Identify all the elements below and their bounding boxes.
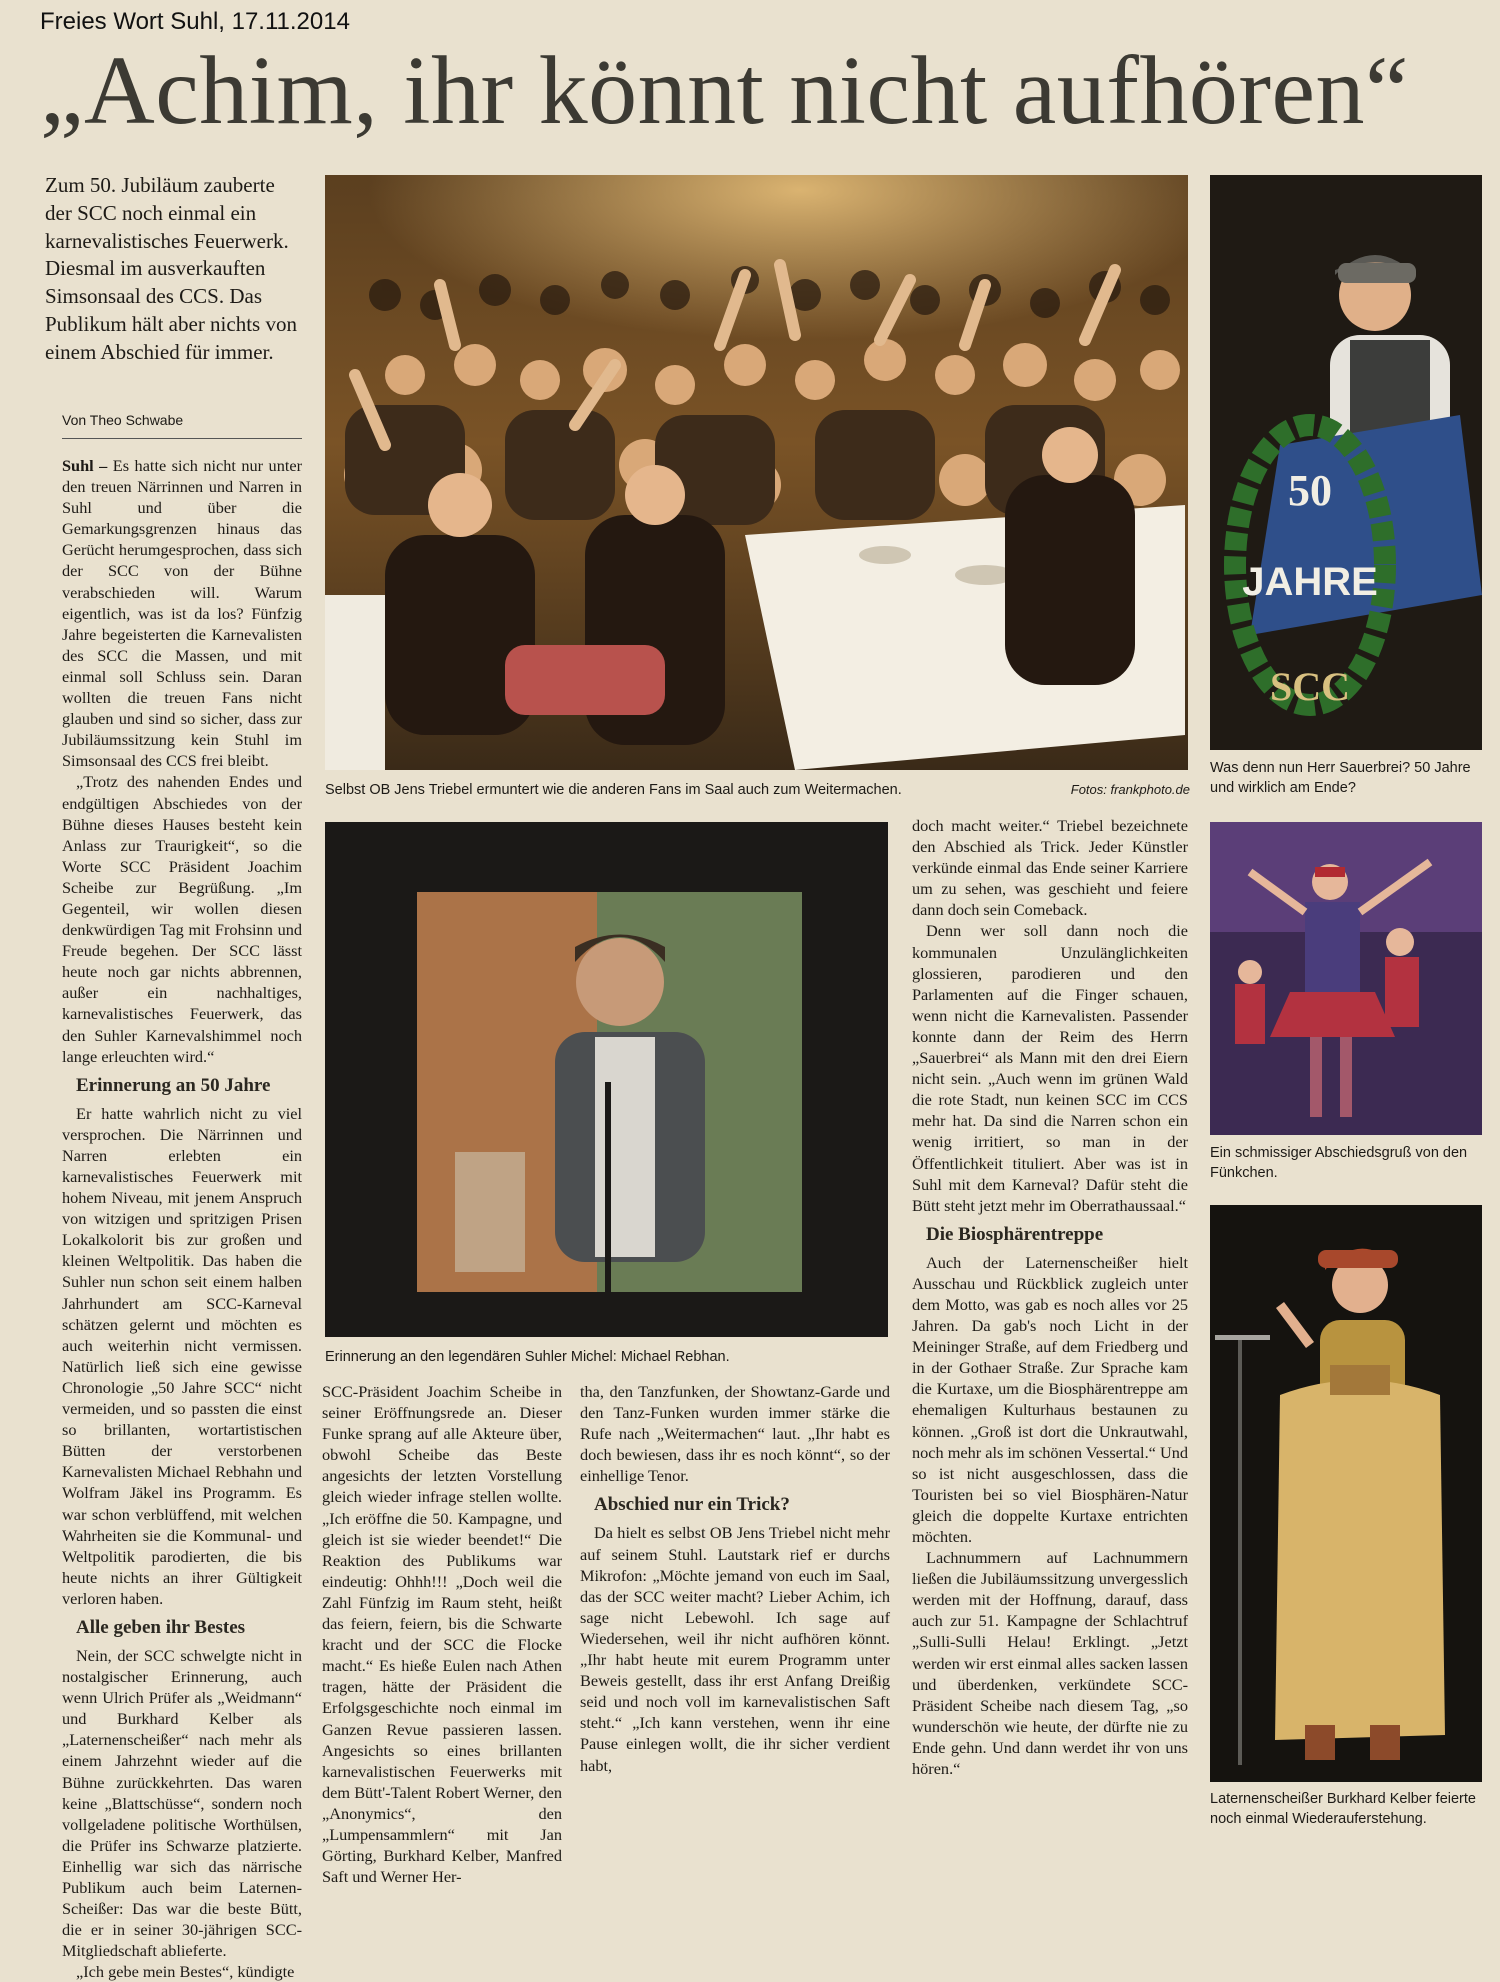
dancers-photo-image [1210, 822, 1482, 1135]
sign-club: SCC [1269, 664, 1351, 709]
paragraph [62, 455, 302, 771]
article-column-3 [580, 1381, 890, 1776]
crowd-photo-image [325, 175, 1188, 770]
paragraph: Denn wer soll dann noch die kommunalen Unzulänglichkeiten glossieren, parodieren und den Parlamenten auf die Finger schauen, wenn nicht die Karnevalisten. Passender konnte dann der Reim des Herrn „Sauerbrei“ als Mann mit den drei Eiern nicht sein. „Auch wenn im grünen Wald die rote Stadt, nun keinen SCC im CCS mehr hat. Da sind die Narren schon ein wenig irritiert, so man in der Öffentlichkeit tituliert. Aber was ist in Suhl mit dem Karneval? Dafür steht die Bütt steht jetzt mehr im Oberrathaussaal.“ [912, 921, 1188, 1215]
subheading: Erinnerung an 50 Jahre [76, 1074, 271, 1096]
headline: „Achim, ihr könnt nicht aufhören“ [40, 37, 1410, 145]
source-line: Freies Wort Suhl, 17.11.2014 [40, 8, 350, 35]
paragraph: Auch der Laternenscheißer hielt Ausschau und Rückblick zugleich unter dem Motto, was gab es noch alles vor 25 Jahren. Da gab's noch Licht in der Meininger Straße, auf dem Friedberg und in der Gothaer Straße. Zur Sprache kam die Kurtaxe, um die Biosphärentreppe am ehemaligen Kulturhaus bestaunen zu können. „Groß ist dort die Unkrautwahl, noch mehr als im schönen Vessertal.“ Und so ist nicht ausgeschlossen, dass die Touristen bei so viel Biosphären-Natur gleich die doppelte Kurtaxe entrichten möchten. [912, 1252, 1188, 1546]
subheading: Abschied nur ein Trick? [594, 1494, 790, 1516]
paragraph: doch macht weiter.“ Triebel bezeichnete den Abschied als Trick. Jeder Künstler verkünde einmal das Ende seiner Karriere um zu sehen, was geschieht und feiere dann doch sein Comeback. [912, 816, 1188, 920]
dancers-photo [1210, 822, 1482, 1135]
paragraph: Da hielt es selbst OB Jens Triebel nicht mehr auf seinem Stuhl. Lautstark rief er durchs Mikrofon: „Möchte jemand von euch im Saal, das der SCC weiter macht? Lieber Achim, ich sage nicht Lebewohl. Ich sage auf Wiedersehen, weil ihr nicht aufhören könnt. „Ihr habt heute mit eurem Programm unter Beweis gestellt, dass ihr erst Anfang Dreißig seid und noch voll im karnevalistischen Saft steht.“ „Ich kann verstehen, wenn ihr eine Pause einlegen wollt, die ihr sicher verdient habt, [580, 1523, 890, 1775]
screen-photo [325, 822, 888, 1337]
subheading: Die Biosphärentreppe [926, 1223, 1104, 1245]
photo-credit: Fotos: frankphoto.de [1070, 782, 1190, 797]
paragraph: SCC-Präsident Joachim Scheibe in seiner Eröffnungsrede an. Dieser Funke sprang auf alle Akteure über, obwohl Scheibe das Beste angesichts der letzten Vorstellung gleich wieder infrage stellen wollte. „Ich eröffne die 50. Kampagne, und gleich ist sie wieder beendet!“ Die Reaktion des Publikums war eindeutig: Ohhh!!! „Doch weil die Zahl Fünfzig im Raum steht, heißt das feiern, feiern, bis die Schwarte kracht und der SCC die Flocke macht.“ Es hieße Eulen nach Athen tragen, hätte der Präsident die Erfolgsgeschichte noch einmal im Ganzen Revue passieren lassen. Angesichts so eines brillanten karnevalistischen Feuerwerks mit dem Bütt'-Talent Robert Werner, den „Anonymics“, den „Lumpensammlern“ mit Jan Görting, Burkhard Kelber, Manfred Saft und Werner Her- [322, 1382, 562, 1887]
lantern-photo-image [1210, 1205, 1482, 1782]
speaker-photo-caption: Was denn nun Herr Sauerbrei? 50 Jahre und wirklich am Ende? [1210, 760, 1471, 796]
speaker-photo [1210, 175, 1482, 750]
article-column-1 [62, 455, 302, 1982]
screen-photo-image [325, 822, 888, 1337]
article-column-2 [322, 1381, 562, 1887]
article-column-4 [912, 815, 1188, 1779]
paragraph: Lachnummern auf Lachnummern ließen die Jubiläumssitzung unvergesslich werden mit der Hoffnung, darauf, dass auch zur 51. Kampagne der Schlachtruf „Sulli-Sulli Helau! Erklingt. „Jetzt werden wir erst einmal alles sacken lassen und überdenken, verkündete SCC-Präsident Scheibe nach diesem Tag, „so wunderschön wie heute, der dürfte nie zu Ende gehn. Und dann werdet ihr von uns hören.“ [912, 1548, 1188, 1779]
byline: Von Theo Schwabe [62, 412, 302, 439]
paragraph: Nein, der SCC schwelgte nicht in nostalgischer Erinnerung, auch wenn Ulrich Prüfer als „Weidmann“ und Burkhard Kelber als „Laternenscheißer“ nach mehr als einem Jahrzehnt wieder auf die Bühne zurückkehrten. Das waren keine „Blattschüsse“, sondern noch vollgeladene politische Worthülsen, die Prüfer ins Schwarze platzierte. Einhellig war sich das närrische Publikum auch beim Laternen-Scheißer: Das war die beste Bütt, die er in seiner 30-jährigen SCC-Mitgliedschaft ablieferte. [62, 1645, 302, 1961]
dancers-photo-caption: Ein schmissiger Abschiedsgruß von den Fünkchen. [1210, 1145, 1468, 1181]
sign-word: JAHRE [1242, 560, 1378, 604]
screen-photo-caption: Erinnerung an den legendären Suhler Michel: Michael Rebhan. [325, 1349, 730, 1365]
paragraph-text: Es hatte sich nicht nur unter den treuen Närrinnen und Narren in Suhl und über die Gemarkungsgrenzen hinaus das Gerücht herumgesprochen, dass sich der SCC von der Bühne verabschieden will. Warum eigentlich, was ist da los? Fünfzig Jahre begeisterten die Karnevalisten des SCC die Massen, und mit einmal soll Schluss sein. Daran wollten die treuen Fans nicht glauben und sind so sicher, dass zur Jubiläumssitzung kein Stuhl im Simsonsaal des CCS frei bleibt. [62, 456, 303, 771]
paragraph: tha, den Tanzfunken, der Showtanz-Garde und den Tanz-Funken wurden immer stärke die Rufe nach „Weitermachen“ laut. „Ihr habt es doch bewiesen, dass ihr es noch könnt“, so der einhellige Tenor. [580, 1382, 890, 1486]
paragraph: Er hatte wahrlich nicht zu viel versprochen. Die Närrinnen und Narren erlebten ein karnevalistisches Feuerwerk mit hohem Niveau, mit jenem Anspruch von witzigen und spritzigen Prisen Lokalkolorit bis zur großen und kleinen Weltpolitik. Das haben die Suhler nun schon seit einem halben Jahrhundert am SCC-Karneval schätzen gelernt und möchten es auch weiterhin nicht vermissen. Natürlich ließ sich eine gewisse Chronologie „50 Jahre SCC“ nicht vermeiden, und so passten die einst so brillanten, wortartistischen Bütten der verstorbenen Karnevalisten Michael Rebhahn und Wolfram Jäkel ins Programm. Es war schon verblüffend, mit welchen Wahrheiten sie die Kommunal- und Weltpolitik parodierten, die bis heute nichts an ihrer Gültigkeit verloren haben. [62, 1103, 302, 1608]
lead-text [45, 172, 303, 367]
lantern-photo [1210, 1205, 1482, 1782]
subheading: Alle geben ihr Bestes [76, 1616, 246, 1638]
lead-paragraph: Zum 50. Jubiläum zauberte der SCC noch einmal ein karnevalistisches Feuerwerk. Diesmal im ausverkauften Simsonsaal des CCS. Das Publikum hält aber nichts von einem Abschied für immer. [45, 173, 297, 364]
speaker-photo-image [1210, 175, 1482, 750]
paragraph: „Ich gebe mein Bestes“, kündigte [76, 1962, 295, 1982]
lantern-photo-caption: Laternenscheißer Burkhard Kelber feierte noch einmal Wiederauferstehung. [1210, 1791, 1476, 1827]
crowd-photo-caption: Selbst OB Jens Triebel ermuntert wie die anderen Fans im Saal auch zum Weitermachen. [325, 782, 902, 798]
crowd-photo [325, 175, 1188, 770]
dateline: Suhl – [62, 456, 108, 475]
sign-number: 50 [1288, 466, 1332, 515]
paragraph: „Trotz des nahenden Endes und endgültigen Abschiedes von der Bühne dieses Hauses besteht kein Anlass zur Traurigkeit“, so die Worte SCC Präsident Joachim Scheibe zur Begrüßung. „Im Gegenteil, wir wollen diesen denkwürdigen Tag mit Frohsinn und Freude begehen. Der SCC lässt heute noch gar nichts abbrennen, außer ein nachhaltiges, karnevalistisches Feuerwerk, das den Suhler Karnevalshimmel noch lange erleuchten wird.“ [62, 772, 302, 1066]
